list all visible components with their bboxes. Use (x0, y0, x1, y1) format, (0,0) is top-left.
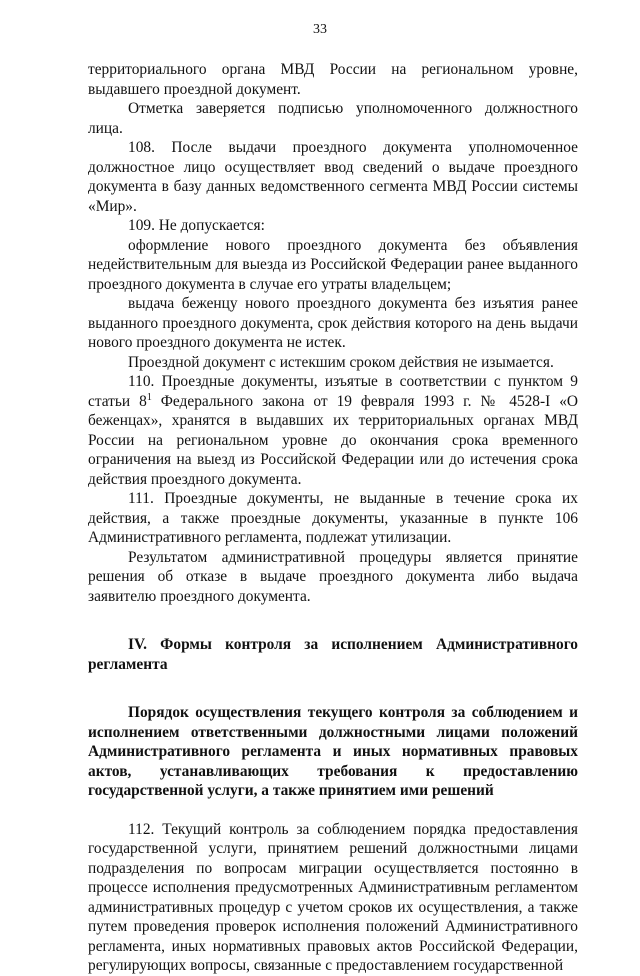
paragraph-110-start: 110. Проездные документы, изъятые в соответствии с пунктом 9 статьи 8 (88, 373, 578, 410)
paragraph-110 (88, 372, 578, 489)
paragraph-109-item-2: выдача беженцу нового проездного документа без изъятия ранее выданного проездного документа, срок действия которого на день выдачи нового проездного документа не истек. (88, 295, 578, 351)
document-body (88, 60, 578, 976)
paragraph-109-item-1: оформление нового проездного документа без объявления недействительным для выезда из Российской Федерации ранее выданного проездного документа в случае его утраты владельцем; (88, 236, 578, 293)
subsection-heading: Порядок осуществления текущего контроля за соблюдением и исполнением ответственными должностными лицами положений Административного регламента и иных нормативных правовых актов, устанавливающих требования к предоставлению государственной услуги, а также принятием ими решений (88, 704, 578, 799)
page-number: 33 (313, 22, 327, 37)
footnote-superscript: 1 (146, 391, 152, 403)
paragraph-111: 111. Проездные документы, не выданные в течение срока их действия, а также проездные документы, указанные в пункте 106 Административного регламента, подлежат утилизации. (88, 490, 578, 546)
paragraph-110-end: Федерального закона от 19 февраля 1993 г. № 4528-I «О беженцах», хранятся в выдавших их территориальных органах МВД России на региональном уровне до окончания срока временного ограничения на выезд из Российской Федерации или до истечения срока действия проездного документа. (88, 392, 579, 488)
paragraph-result: Результатом административной процедуры является принятие решения об отказе в выдаче проездного документа либо выдача заявителю проездного документа. (88, 548, 578, 605)
paragraph-108: 108. После выдачи проездного документа уполномоченное должностное лицо осуществляет ввод сведений о выдаче проездного документа в базу данных ведомственного сегмента МВД России системы «Мир». (88, 139, 578, 215)
section-heading: IV. Формы контроля за исполнением Административного регламента (88, 636, 578, 673)
paragraph-112: 112. Текущий контроль за соблюдением порядка предоставления государственной услуги, принятием решений должностными лицами подразделения по вопросам миграции осуществляется постоянно в процессе исполнения предусмотренных Административным регламентом административных процедур с учетом сроков их осуществления, а также путем проведения проверок исполнения положений Административного регламента, иных нормативных правовых актов Российской Федерации, регулирующих вопросы, связанные с предоставлением государственной (88, 820, 578, 974)
paragraph-signature-note: Отметка заверяется подписью уполномоченного должностного лица. (88, 100, 578, 137)
paragraph-expired-document: Проездной документ с истекшим сроком действия не изымается. (128, 353, 554, 371)
paragraph-continuation: территориального органа МВД России на региональном уровне, выдавшего проездной документ. (88, 61, 578, 98)
paragraph-109: 109. Не допускается: (128, 217, 265, 234)
